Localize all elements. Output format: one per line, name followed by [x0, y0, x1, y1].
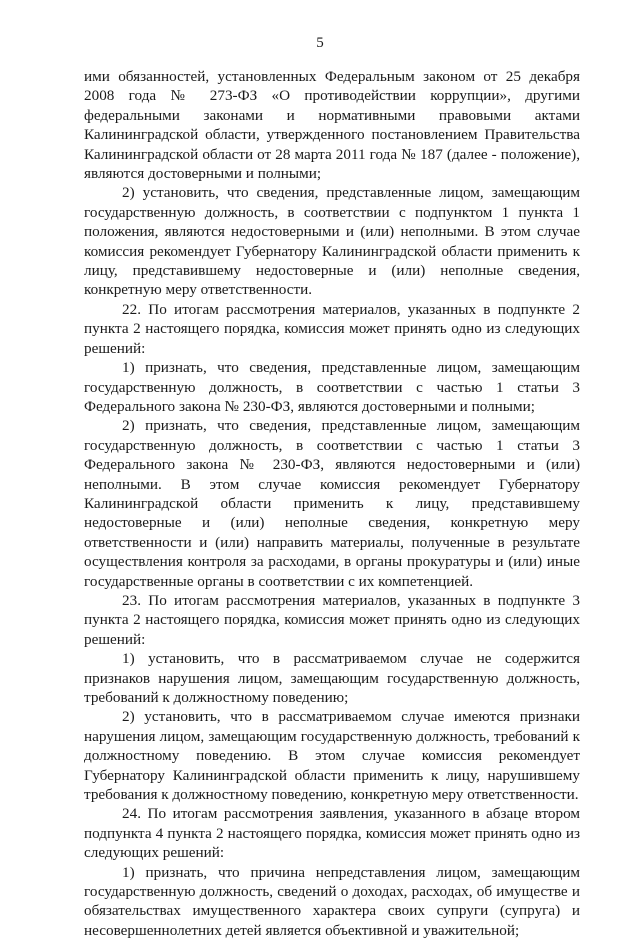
- paragraph-23-item-1: 1) установить, что в рассматриваемом случае не содержится признаков нарушения лицом, замещающим государственную должность, требований к должностному поведению;: [84, 650, 580, 706]
- paragraph-23-item-2: 2) установить, что в рассматриваемом случае имеются признаки нарушения лицом, замещающим государственную должность, требований к должностному поведению. В этом случае комиссия рекомендует Губернатору Калининградской области применить к лицу, нарушившему требования к должностному поведению, конкретную меру ответственности.: [84, 708, 580, 804]
- paragraph-22-item-2: 2) признать, что сведения, представленные лицом, замещающим государственную должность, в соответствии с частью 1 статьи 3 Федерального закона № 230-ФЗ, являются недостоверными и (или) неполными. В этом случае комиссия рекомендует Губернатору Калининградской области применить к лицу, представившему недостоверные и (или) неполные сведения, конкретную меру ответственности и (или) направить материалы, полученные в результате осуществления контроля за расходами, в органы прокуратуры и (или) иные государственные органы в соответствии с их компетенцией.: [84, 417, 580, 590]
- page-number: 5: [316, 35, 324, 51]
- paragraph-24-item-1: 1) признать, что причина непредставления лицом, замещающим государственную должность, сведений о доходах, расходах, об имуществе и обязательствах имущественного характера своих супруги (супруга) и несовершеннолетних детей является объективной и уважительной;: [84, 863, 580, 939]
- paragraph-24: 24. По итогам рассмотрения заявления, указанного в абзаце втором подпункта 4 пункта 2 настоящего порядка, комиссия может принять одно из следующих решений:: [84, 805, 580, 862]
- paragraph-22-item-1: 1) признать, что сведения, представленные лицом, замещающим государственную должность, в соответствии с частью 1 статьи 3 Федерального закона № 230-ФЗ, являются достоверными и полными;: [84, 359, 580, 415]
- paragraph-continuation: ими обязанностей, установленных Федеральным законом от 25 декабря 2008 года № 273-ФЗ «О противодействии коррупции», другими федеральными законами и нормативными правовыми актами Калининградской области, утвержденного постановлением Правительства Калининградской области от 28 марта 2011 года № 187 (далее - положение), являются достоверными и полными;: [84, 68, 580, 183]
- paragraph-21-item-2: 2) установить, что сведения, представленные лицом, замещающим государственную должность, в соответствии с подпунктом 1 пункта 1 положения, являются недостоверными и (или) неполными. В этом случае комиссия рекомендует Губернатору Калининградской области применить к лицу, представившему недостоверные и (или) неполные сведения, конкретную меру ответственности.: [84, 184, 580, 299]
- paragraph-22: 22. По итогам рассмотрения материалов, указанных в подпункте 2 пункта 2 настоящего порядка, комиссия может принять одно из следующих решений:: [84, 300, 580, 357]
- paragraph-23: 23. По итогам рассмотрения материалов, указанных в подпункте 3 пункта 2 настоящего порядка, комиссия может принять одно из следующих решений:: [84, 591, 580, 648]
- document-body: [84, 67, 580, 940]
